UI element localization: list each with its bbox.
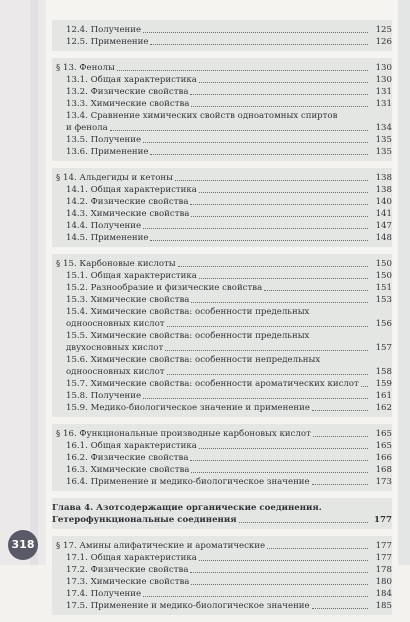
toc-page-number: 159 [375, 379, 392, 389]
toc-entry-title: 17.3. Химические свойства [66, 577, 190, 587]
toc-dot-leader [313, 433, 368, 437]
toc-entry [52, 452, 392, 464]
toc-entry-title: и фенола [66, 123, 108, 133]
toc-entry-title: 13.5. Получение [66, 135, 142, 145]
toc-page-number: 141 [375, 209, 392, 219]
toc-page-number: 130 [375, 75, 392, 85]
toc-entry [52, 282, 392, 294]
toc-section [52, 168, 392, 247]
toc-entry-title: 13.1. Общая характеристика [66, 75, 197, 85]
toc-dot-leader [361, 383, 368, 387]
toc-dot-leader [117, 67, 368, 71]
left-margin-stripe [30, 0, 38, 565]
toc-entry [52, 564, 392, 576]
toc-entry-title: § 15. Карбоновые кислоты [56, 259, 176, 269]
toc-entry [52, 134, 392, 146]
toc-section [52, 254, 392, 417]
toc-page-number: 165 [375, 429, 392, 439]
toc-page-number: 134 [375, 123, 392, 133]
toc-page-number: 140 [375, 197, 392, 207]
toc-entry [52, 220, 392, 232]
toc-page-number: 138 [375, 185, 392, 195]
toc-entry [52, 196, 392, 208]
toc-page-number: 150 [375, 259, 392, 269]
toc-page-number: 138 [375, 173, 392, 183]
toc-entry-title: 13.3. Химические свойства [66, 99, 190, 109]
toc-dot-leader [150, 237, 368, 241]
toc-entry-title: § 16. Функциональные производные карбоновых кислот [56, 429, 311, 439]
toc-page-number: 180 [375, 577, 392, 587]
toc-entry [52, 294, 392, 306]
toc-dot-leader [199, 557, 368, 561]
toc-entry-title: 15.7. Химические свойства: особенности ароматических кислот [66, 379, 359, 389]
toc-entry-title: 12.5. Применение [66, 37, 149, 47]
toc-dot-leader [150, 151, 368, 155]
toc-dot-leader [191, 213, 368, 217]
toc-entry [52, 86, 392, 98]
toc-section [52, 20, 392, 51]
toc-section-heading [52, 258, 392, 270]
toc-dot-leader [191, 581, 368, 585]
toc-page-number: 162 [375, 403, 392, 413]
toc-page-number: 184 [375, 589, 392, 599]
toc-dot-leader [312, 481, 368, 485]
toc-entry [52, 330, 392, 342]
toc-page-number: 131 [375, 99, 392, 109]
toc-page-number: 173 [375, 477, 392, 487]
toc-page-number: 126 [375, 37, 392, 47]
toc-page-number: 178 [375, 565, 392, 575]
toc-section-heading [52, 540, 392, 552]
toc-entry [52, 354, 392, 366]
toc-dot-leader [190, 91, 368, 95]
toc-entry-title: 14.5. Применение [66, 233, 149, 243]
toc-dot-leader [191, 103, 368, 107]
toc-chapter-heading [52, 514, 392, 526]
toc-entry-continuation [52, 318, 392, 330]
toc-page-number: 177 [375, 541, 392, 551]
toc-entry-title: 15.4. Химические свойства: особенности предельных [66, 307, 310, 317]
toc-dot-leader [143, 593, 368, 597]
toc-entry [52, 402, 392, 414]
toc-dot-leader [199, 445, 368, 449]
toc-entry-title: одноосновных кислот [66, 367, 165, 377]
toc-dot-leader [199, 79, 368, 83]
toc-dot-leader [167, 323, 368, 327]
toc-entry [52, 98, 392, 110]
toc-section-heading [52, 172, 392, 184]
toc-page-number: 177 [374, 515, 392, 525]
toc-page-number: 131 [375, 87, 392, 97]
toc-entry-title: 14.1. Общая характеристика [66, 185, 197, 195]
toc-entry-title: одноосновных кислот [66, 319, 165, 329]
toc-page-number: 166 [375, 453, 392, 463]
page-number-badge: 318 [8, 530, 38, 560]
toc-page-number: 125 [375, 25, 392, 35]
toc-page-number: 151 [375, 283, 392, 293]
toc-dot-leader [190, 457, 368, 461]
toc-page-number: 168 [375, 465, 392, 475]
toc-entry [52, 306, 392, 318]
toc-dot-leader [110, 127, 368, 131]
toc-dot-leader [191, 299, 368, 303]
toc-entry-title: 14.3. Химические свойства [66, 209, 190, 219]
toc-page-number: 135 [375, 147, 392, 157]
toc-entry-title: 15.2. Разнообразие и физические свойства [66, 283, 263, 293]
toc-entry-title: 17.5. Применение и медико-биологическое значение [66, 601, 310, 611]
toc-entry [52, 576, 392, 588]
toc-dot-leader [150, 41, 368, 45]
toc-dot-leader [190, 569, 368, 573]
toc-entry-title: 16.3. Химические свойства [66, 465, 190, 475]
toc-entry-title: § 14. Альдегиды и кетоны [56, 173, 173, 183]
toc-page-number: 148 [375, 233, 392, 243]
toc-entry [52, 24, 392, 36]
toc-entry-title: Глава 4. Азотсодержащие органические соединения. [52, 503, 322, 513]
toc-dot-leader [167, 371, 368, 375]
toc-entry [52, 552, 392, 564]
toc-entry-title: 15.6. Химические свойства: особенности непредельных [66, 355, 321, 365]
toc-dot-leader [239, 519, 368, 523]
toc-entry-title: 14.2. Физические свойства [66, 197, 189, 207]
toc-entry-title: 12.4. Получение [66, 25, 142, 35]
toc-dot-leader [143, 29, 368, 33]
toc-entry-title: 13.6. Применение [66, 147, 149, 157]
toc-section [52, 424, 392, 491]
toc-page-number: 156 [375, 319, 392, 329]
toc-entry-title: 15.1. Общая характеристика [66, 271, 197, 281]
toc-dot-leader [143, 225, 368, 229]
toc-entry-title: 15.9. Медико-биологическое значение и применение [66, 403, 310, 413]
toc-dot-leader [191, 469, 368, 473]
toc-entry-title: Гетерофункциональные соединения [52, 515, 237, 525]
toc-page-number: 185 [375, 601, 392, 611]
toc-entry-title: 13.2. Физические свойства [66, 87, 189, 97]
toc-entry-title: 17.2. Физические свойства [66, 565, 189, 575]
toc-page-number: 157 [375, 343, 392, 353]
toc-entry-title: 14.4. Получение [66, 221, 142, 231]
toc-section-heading [52, 428, 392, 440]
toc-page-number: 158 [375, 367, 392, 377]
toc-entry [52, 74, 392, 86]
toc-page-number: 165 [375, 441, 392, 451]
toc-entry [52, 378, 392, 390]
toc-dot-leader [175, 177, 368, 181]
toc-section-heading [52, 62, 392, 74]
toc-entry-title: 16.4. Применение и медико-биологическое значение [66, 477, 310, 487]
toc-entry-title: § 13. Фенолы [56, 63, 115, 73]
toc-entry [52, 464, 392, 476]
toc-entry [52, 440, 392, 452]
right-margin-band [398, 0, 410, 565]
toc-entry-title: 17.1. Общая характеристика [66, 553, 197, 563]
toc-dot-leader [199, 189, 368, 193]
toc-entry [52, 184, 392, 196]
toc-entry-title: 13.4. Сравнение химических свойств одноатомных спиртов [66, 111, 338, 121]
toc-chapter-heading [52, 502, 392, 514]
toc-section [52, 58, 392, 161]
left-margin-band [0, 0, 46, 565]
toc-entry-title: § 17. Амины алифатические и ароматические [56, 541, 266, 551]
toc-section [52, 536, 392, 615]
toc-dot-leader [143, 139, 368, 143]
toc-dot-leader [199, 275, 368, 279]
toc-entry-continuation [52, 342, 392, 354]
toc-page-number: 130 [375, 63, 392, 73]
toc-entry-title: 15.8. Получение [66, 391, 142, 401]
toc-dot-leader [264, 287, 368, 291]
toc-entry-title: 16.2. Физические свойства [66, 453, 189, 463]
toc-page-number: 161 [375, 391, 392, 401]
toc-entry-continuation [52, 122, 392, 134]
toc-entry [52, 600, 392, 612]
toc-entry [52, 270, 392, 282]
toc-dot-leader [190, 201, 368, 205]
toc-page-number: 135 [375, 135, 392, 145]
toc-dot-leader [312, 605, 368, 609]
toc-entry [52, 146, 392, 158]
toc-dot-leader [143, 395, 368, 399]
toc-entry-continuation [52, 366, 392, 378]
toc-entry [52, 232, 392, 244]
toc-entry-title: 16.1. Общая характеристика [66, 441, 197, 451]
toc-entry-title: двухосновных кислот [66, 343, 164, 353]
toc-page-number: 153 [375, 295, 392, 305]
toc-entry [52, 390, 392, 402]
toc-entry-title: 15.3. Химические свойства [66, 295, 190, 305]
toc-entry [52, 476, 392, 488]
toc-entry-title: 15.5. Химические свойства: особенности предельных [66, 331, 310, 341]
toc-dot-leader [178, 263, 368, 267]
toc-section [52, 498, 392, 529]
toc-dot-leader [165, 347, 368, 351]
toc-entry-title: 17.4. Получение [66, 589, 142, 599]
toc-entry [52, 110, 392, 122]
toc-entry [52, 208, 392, 220]
toc-page-number: 147 [375, 221, 392, 231]
toc-dot-leader [312, 407, 368, 411]
table-of-contents [52, 20, 392, 622]
toc-entry [52, 588, 392, 600]
toc-entry [52, 36, 392, 48]
toc-page-number: 177 [375, 553, 392, 563]
toc-page-number: 150 [375, 271, 392, 281]
toc-dot-leader [267, 545, 368, 549]
